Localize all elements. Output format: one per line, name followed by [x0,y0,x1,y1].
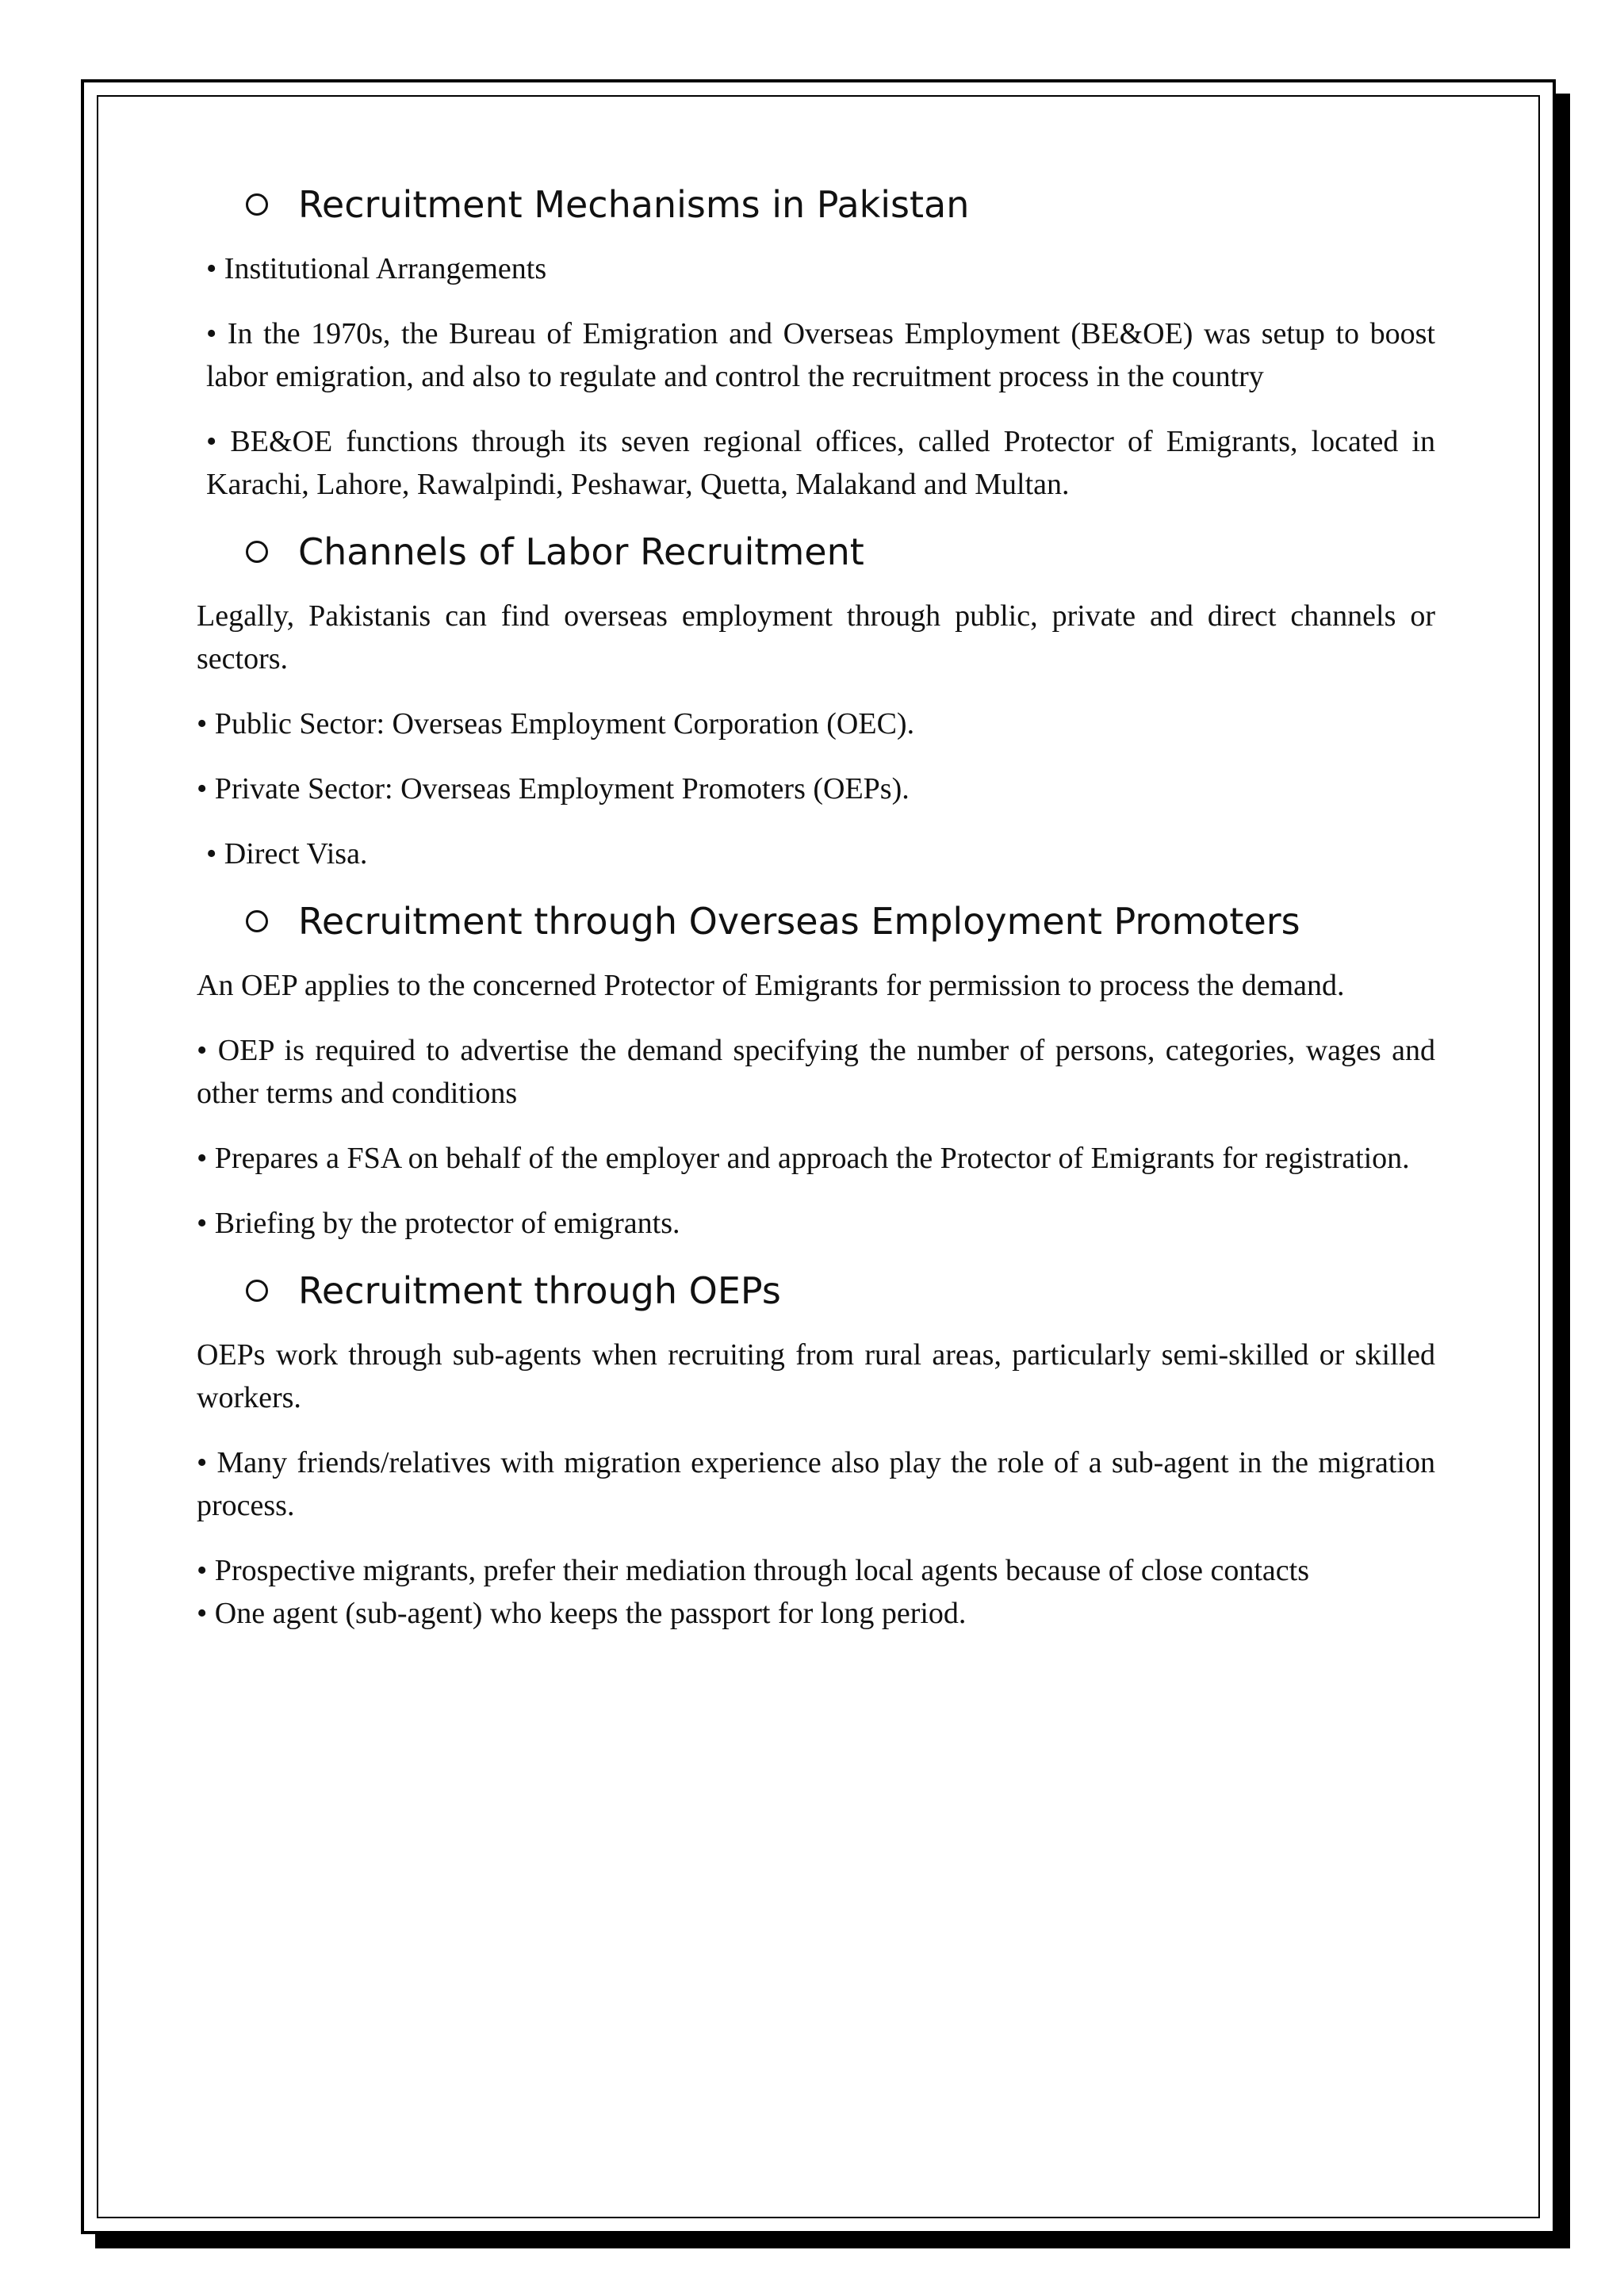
section-heading-text: Channels of Labor Recruitment [298,530,864,573]
section-heading-text: Recruitment through Overseas Employment Promoters [298,900,1300,943]
paragraph: • Many friends/relatives with migration experience also play the role of a sub-agent in the migration process. [197,1446,1435,1522]
section-heading-text: Recruitment Mechanisms in Pakistan [298,183,970,226]
paragraph: • BE&OE functions through its seven regional offices, called Protector of Emigrants, located in Karachi, Lahore, Rawalpindi, Peshawar, Quetta, Malakand and Multan. [206,425,1435,501]
hollow-circle-bullet-icon [246,910,268,932]
paragraph: OEPs work through sub-agents when recruiting from rural areas, particularly semi-skilled or skilled workers. [197,1338,1435,1414]
hollow-circle-bullet-icon [246,1280,268,1302]
paragraph: Legally, Pakistanis can find overseas employment through public, private and direct channels or sectors. [197,599,1435,675]
hollow-circle-bullet-icon [246,541,268,563]
section-heading-channels [197,528,1435,576]
hollow-circle-bullet-icon [246,193,268,216]
paragraph: • Prepares a FSA on behalf of the employer and approach the Protector of Emigrants for registration. [197,1142,1410,1175]
paragraph: • Direct Visa. [206,837,368,871]
paragraph: An OEP applies to the concerned Protector of Emigrants for permission to process the demand. [197,969,1345,1002]
section-heading-oep-recruitment [197,897,1435,945]
section-heading-recruitment-mechanisms [197,181,1435,228]
section-heading-recruitment-through-oeps [197,1267,1435,1314]
paragraph: • Briefing by the protector of emigrants. [197,1207,680,1240]
paragraph: • One agent (sub-agent) who keeps the passport for long period. [197,1597,967,1630]
paragraph: • Private Sector: Overseas Employment Promoters (OEPs). [197,772,910,806]
paragraph: • Institutional Arrangements [206,252,547,285]
paragraph: • In the 1970s, the Bureau of Emigration and Overseas Employment (BE&OE) was setup to boost labor emigration, and also to regulate and control the recruitment process in the country [206,317,1435,393]
document-body [197,181,1435,1657]
paragraph: • Public Sector: Overseas Employment Corporation (OEC). [197,707,915,740]
paragraph: • Prospective migrants, prefer their mediation through local agents because of close contacts [197,1554,1309,1587]
paragraph: • OEP is required to advertise the demand specifying the number of persons, categories, wages and other terms and conditions [197,1034,1435,1110]
section-heading-text: Recruitment through OEPs [298,1269,781,1312]
